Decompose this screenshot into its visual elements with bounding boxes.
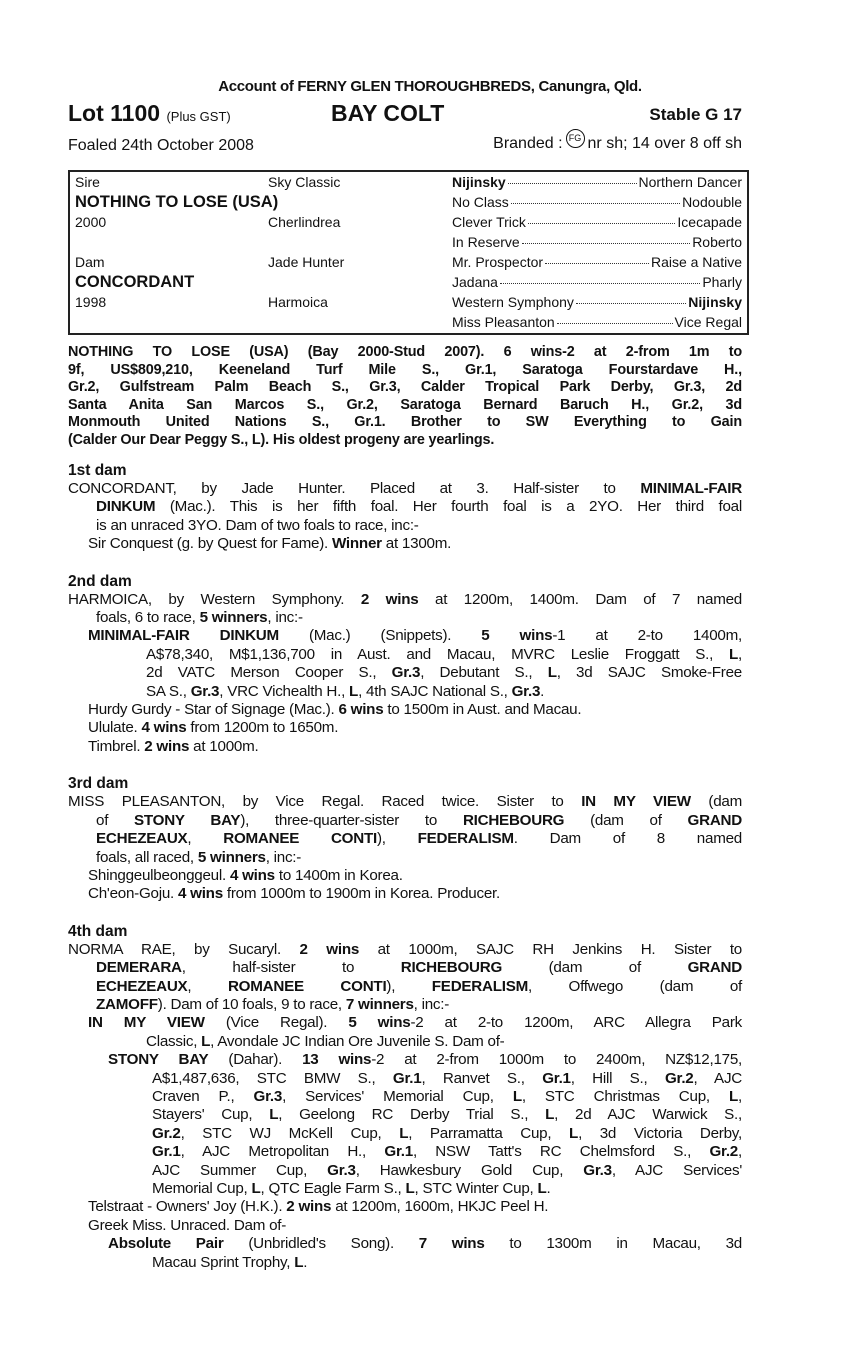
bold-text: 4 wins [229,866,275,884]
entry-line [68,609,742,627]
text: MISS PLEASANTON, by Vice Regal. Raced twice. Sister to [68,793,582,811]
pedigree-row [70,192,747,212]
text: ). Dam of 10 foals, 9 to race, [157,995,346,1013]
text: foals, all raced, [96,848,198,866]
bold-text: L [512,1087,522,1105]
stable-location: Stable G 17 [649,105,742,124]
dam-sire: Jade Hunter [268,254,345,270]
text: A$1,487,636, STC BMW S., [152,1069,393,1087]
bold-text: Gr.1 [392,1069,422,1087]
text: . [546,1180,551,1197]
great-grandparent-name: Vice Regal [674,314,742,330]
entry-line [68,517,742,535]
bold-text: RICHEBOURG [462,811,565,829]
bold-text: L [728,645,739,663]
text: Memorial Cup, [152,1180,252,1197]
text: (dam of [502,959,688,977]
entry-line [68,1070,742,1088]
bold-text: GRAND [687,811,742,829]
entry-line [68,978,742,996]
pedigree-row [70,212,747,232]
entry-line [68,793,742,811]
family-entry [68,627,742,701]
pedigree-table [68,170,749,335]
dam-section [68,461,742,554]
dam-label: Dam [75,254,105,270]
dotted-leader [508,183,637,184]
text: foals, 6 to race, [96,609,200,627]
text: , Hawkesbury Gold Cup, [355,1161,584,1179]
great-grandparent-name: Raise a Native [650,254,742,270]
grandparent-name: Jadana [452,274,498,290]
grandparent-line [452,252,742,272]
bold-text: ROMANEE CONTI [227,977,387,995]
bold-text: L [547,664,557,682]
entry-line [68,996,742,1014]
dam-dam: Harmoica [268,294,328,310]
text: , inc:- [267,609,303,627]
grandparent-name: Nijinsky [452,174,506,190]
dotted-leader [545,263,649,264]
entry-line [68,480,742,498]
bold-text: 7 wins [418,1235,485,1253]
bold-text: 5 wins [481,627,553,645]
text: , [738,645,742,663]
bold-text: Gr.1 [384,1143,413,1161]
text: Macau Sprint Trophy, [152,1253,295,1271]
text: Ch'eon-Goju. [88,885,178,903]
text: , inc:- [413,995,450,1013]
sire-year: 2000 [75,214,107,230]
family-entry [68,885,742,903]
bold-text: Gr.3 [253,1087,283,1105]
branded-text: nr sh; 14 over 8 off sh [587,134,742,152]
text: CONCORDANT, by Jade Hunter. Placed at 3. Half-sister to [68,480,641,497]
text: Hurdy Gurdy - Star of Signage (Mac.). [88,701,339,719]
dam-heading: 3rd dam [68,775,129,793]
bold-text: Gr.1 [152,1143,181,1161]
entry-line [68,1051,742,1069]
bold-text: DINKUM [96,498,156,516]
bold-text: 5 winners [197,848,266,866]
pedigree-row [70,312,747,332]
grandparent-name: Mr. Prospector [452,254,544,270]
text: , STC Christmas Cup, [521,1087,729,1105]
bold-text: Gr.1 [542,1069,571,1087]
pedigree-row [70,252,747,272]
grandparent-line [452,212,742,232]
text: , Ranvet S., [421,1069,543,1087]
text: ), [386,977,432,995]
text: NORMA RAE, by Sucaryl. [68,940,300,958]
entry-line [68,627,742,645]
family-entry [68,1235,742,1272]
text: of [96,811,135,829]
bold-text: L [537,1180,547,1197]
dam-section [68,922,742,1272]
text: at 1200m, 1400m. Dam of 7 named [418,590,742,608]
entry-line [68,719,742,737]
grandparent-line [452,312,742,332]
dam-year: 1998 [75,294,107,310]
text: , Avondale JC Indian Ore Juvenile S. Dam of- [210,1032,505,1050]
entry-line [68,1014,742,1032]
entry-line [68,1254,742,1272]
bold-text: FEDERALISM [431,977,528,995]
bold-text: ZAMOFF [96,995,158,1013]
family-entry [68,591,742,628]
text: , Debutant S., [420,664,548,682]
summary-line: Monmouth United Nations S., Gr.1. Brother to SW Everything to Gain [68,414,742,431]
entry-line [68,1217,742,1235]
entry-line [68,830,742,848]
text: . [540,682,545,700]
grandparent-name: Western Symphony [452,294,574,310]
bold-text: L [569,1124,579,1142]
text: , [738,1087,742,1105]
bold-text: DEMERARA [96,959,182,977]
text: (Unbridled's Song). [223,1235,419,1253]
bold-text: L [251,1180,261,1197]
text: Telstraat - Owners' Joy (H.K.). [88,1198,287,1216]
family-entry [68,1014,742,1051]
bold-text: 2 wins [299,940,360,958]
entry-line [68,1088,742,1106]
text: -2 at 2-to 1200m, ARC Allegra Park [410,1014,742,1032]
brand-info [493,134,742,153]
text: , half-sister to [181,959,401,977]
pedigree-row [70,232,747,252]
entry-line [68,498,742,516]
entry-line [68,701,742,719]
grandparent-line [452,272,742,292]
consignor-line: Account of FERNY GLEN THOROUGHBREDS, Canungra, Qld. [218,78,642,95]
grandparent-name: No Class [452,194,509,210]
bold-text: IN MY VIEW [581,793,691,811]
grandparent-name: Clever Trick [452,214,526,230]
text: at 1000m, SAJC RH Jenkins H. Sister to [359,940,742,958]
bold-text: 5 wins [348,1014,411,1032]
text: , Parramatta Cup, [408,1124,570,1142]
bold-text: MINIMAL-FAIR [640,480,742,497]
family-entry [68,793,742,867]
text: (dam of [564,811,688,829]
dotted-leader [528,223,675,224]
bold-text: 5 winners [199,609,268,627]
bold-text: 2 wins [144,737,190,755]
text: to 1400m in Korea. [274,866,403,884]
entry-line [68,535,742,553]
entry-line [68,849,742,867]
dotted-leader [576,303,686,304]
text: , 2d AJC Warwick S., [554,1106,742,1124]
branded-label: Branded : [493,134,563,152]
entry-line [68,867,742,885]
summary-line: NOTHING TO LOSE (USA) (Bay 2000-Stud 2007). 6 wins-2 at 2-from 1m to [68,344,742,360]
text: from 1000m to 1900m in Korea. Producer. [222,885,500,903]
dam-name: CONCORDANT [75,273,195,291]
family-entry [68,701,742,719]
bold-text: 2 wins [360,590,419,608]
bold-text: MINIMAL-FAIR DINKUM [88,627,279,645]
bold-text: IN MY VIEW [88,1014,205,1032]
text: AJC Summer Cup, [152,1161,328,1179]
text: , Hill S., [570,1069,665,1087]
text: , [738,1143,742,1161]
bold-text: ECHEZEAUX [96,977,188,995]
bold-text: 2 wins [286,1198,332,1216]
sire-sire: Sky Classic [268,174,341,190]
grandparent-name: Miss Pleasanton [452,314,555,330]
entry-line [68,1106,742,1124]
text: , AJC Metropolitan H., [180,1143,385,1161]
text: Ululate. [88,719,142,737]
text: -2 at 2-from 1000m to 2400m, NZ$12,175, [371,1051,742,1069]
family-entry [68,941,742,1015]
bold-text: STONY BAY [108,1051,209,1069]
entry-line [68,591,742,609]
sire-name: NOTHING TO LOSE (USA) [75,193,279,211]
sire-summary [68,344,742,450]
brand-mark-icon: FG [566,129,585,148]
text: HARMOICA, by Western Symphony. [68,590,361,608]
bold-text: L [399,1124,409,1142]
family-entry [68,738,742,756]
entry-line [68,664,742,682]
bold-text: 4 wins [141,719,187,737]
text: , Geelong RC Derby Trial S., [278,1106,546,1124]
text: Timbrel. [88,737,145,755]
bold-text: Absolute Pair [108,1235,224,1253]
summary-line: Santa Anita San Marcos S., Gr.2, Saratoga Bernard Baruch H., Gr.2, 3d [68,396,742,413]
entry-line [68,1143,742,1161]
bold-text: GRAND [687,959,742,977]
grandparent-line [452,232,742,252]
text: Craven P., [152,1087,254,1105]
great-grandparent-name: Nodouble [682,194,742,210]
lot-label: Lot 1100 [68,100,161,126]
dam-section [68,774,742,903]
bold-text: L [545,1106,555,1124]
bold-text: Gr.3 [190,682,220,700]
female-family [68,461,742,1290]
entry-line [68,885,742,903]
text: from 1200m to 1650m. [186,719,339,737]
entry-line [68,1033,742,1051]
text: Sir Conquest (g. by Quest for Fame). [88,535,332,553]
text: 2d VATC Merson Cooper S., [146,664,392,682]
grandparent-line [452,172,742,192]
bold-text: FEDERALISM [417,830,514,848]
gst-note: (Plus GST) [166,109,231,124]
entry-line [68,1125,742,1143]
text: . [303,1253,308,1271]
dotted-leader [557,323,673,324]
grandparent-line [452,192,742,212]
great-grandparent-name: Northern Dancer [638,174,742,190]
text: ), [376,830,418,848]
entry-line [68,1235,742,1253]
bold-text: 4 wins [177,885,223,903]
pedigree-row [70,272,747,292]
text: , VRC Vichealth H., [219,682,350,700]
bold-text: Winner [331,535,382,553]
entry-line [68,812,742,830]
bold-text: L [201,1032,211,1050]
bold-text: Gr.3 [511,682,541,700]
text: , [187,977,228,995]
text: Greek Miss. Unraced. Dam of- [88,1216,287,1234]
bold-text: 6 wins [338,701,384,719]
great-grandparent-name: Icecapade [677,214,742,230]
entry-line [68,738,742,756]
text: , 3d SAJC Smoke-Free [556,664,742,682]
summary-line: Gr.2, Gulfstream Palm Beach S., Gr.3, Calder Tropical Park Derby, Gr.3, 2d [68,379,742,396]
text: to 1300m in Macau, 3d [484,1235,742,1253]
family-entry [68,719,742,737]
dam-heading: 1st dam [68,462,127,479]
text: , 4th SAJC National S., [358,682,512,700]
text: Classic, [146,1032,202,1050]
text: (Dahar). [208,1051,303,1069]
pedigree-row [70,292,747,312]
summary-line: 9f, US$809,210, Keeneland Turf Mile S., Gr.1, Saratoga Fourstardave H., [68,361,742,378]
text: , Offwego (dam of [528,977,742,995]
entry-line [68,1198,742,1216]
bold-text: L [728,1087,739,1105]
text: , AJC Services' [611,1161,742,1179]
great-grandparent-name: Roberto [692,234,742,250]
dotted-leader [522,243,690,244]
great-grandparent-name: Pharly [702,274,742,290]
text: A$78,340, M$1,136,700 in Aust. and Macau, MVRC Leslie Froggatt S., [146,645,729,663]
text: at 1300m. [381,535,452,553]
text: (dam [690,793,742,811]
text: (Vice Regal). [204,1014,349,1032]
dam-section [68,572,742,757]
text: , [187,830,224,848]
bold-text: ROMANEE CONTI [223,830,377,848]
text: , inc:- [265,848,302,866]
sire-dam: Cherlindrea [268,214,341,230]
bold-text: ECHEZEAUX [96,830,188,848]
horse-description: BAY COLT [331,100,445,126]
dam-heading: 4th dam [68,922,128,940]
family-entry [68,535,742,553]
text: at 1200m, 1600m, HKJC Peel H. [331,1198,549,1216]
bold-text: Gr.2 [709,1143,739,1161]
dam-heading: 2nd dam [68,572,132,590]
dotted-leader [511,203,680,204]
family-entry [68,480,742,535]
bold-text: Gr.2 [664,1069,694,1087]
text: , QTC Eagle Farm S., [260,1180,406,1197]
text: at 1000m. [189,737,259,755]
entry-line [68,646,742,664]
grandparent-name: In Reserve [452,234,520,250]
entry-line [68,1180,742,1198]
family-entry [68,867,742,885]
lot-number [68,100,231,127]
text: Shinggeulbeonggeul. [88,866,230,884]
bold-text: 7 winners [345,995,414,1013]
text: . Dam of 8 named [513,830,742,848]
text: -1 at 2-to 1400m, [552,627,742,645]
bold-text: L [294,1253,304,1271]
text: SA S., [146,682,191,700]
text: to 1500m in Aust. and Macau. [383,701,582,719]
text: Stayers' Cup, [152,1106,270,1124]
family-entry [68,1217,742,1235]
family-entry [68,1051,742,1198]
dotted-leader [500,283,700,284]
entry-line [68,683,742,701]
great-grandparent-name: Nijinsky [688,294,742,310]
text: , STC WJ McKell Cup, [180,1124,400,1142]
text: ), three-quarter-sister to [240,811,463,829]
grandparent-line [452,292,742,312]
text: , 3d Victoria Derby, [578,1124,742,1142]
text: is an unraced 3YO. Dam of two foals to race, inc:- [96,516,419,534]
bold-text: L [269,1106,279,1124]
bold-text: 13 wins [302,1051,372,1069]
bold-text: Gr.2 [152,1124,181,1142]
family-entry [68,1198,742,1216]
bold-text: STONY BAY [134,811,241,829]
bold-text: Gr.3 [327,1161,356,1179]
text: (Mac.) (Snippets). [278,627,482,645]
text: , Services' Memorial Cup, [282,1087,513,1105]
entry-line [68,1162,742,1180]
bold-text: L [349,682,359,700]
foaled-date: Foaled 24th October 2008 [68,137,254,154]
text: , NSW Tatt's RC Chelmsford S., [412,1143,710,1161]
bold-text: Gr.3 [391,664,421,682]
entry-line [68,941,742,959]
text: , AJC [693,1069,743,1087]
text: (Mac.). This is her fifth foal. Her fourth foal is a 2YO. Her third foal [155,498,742,516]
entry-line [68,959,742,977]
pedigree-row [70,172,747,192]
sire-label: Sire [75,174,100,190]
text: , STC Winter Cup, [414,1180,538,1197]
summary-line: (Calder Our Dear Peggy S., L). His oldest progeny are yearlings. [68,431,495,448]
bold-text: L [405,1180,415,1197]
bold-text: RICHEBOURG [400,959,503,977]
bold-text: Gr.3 [583,1161,612,1179]
